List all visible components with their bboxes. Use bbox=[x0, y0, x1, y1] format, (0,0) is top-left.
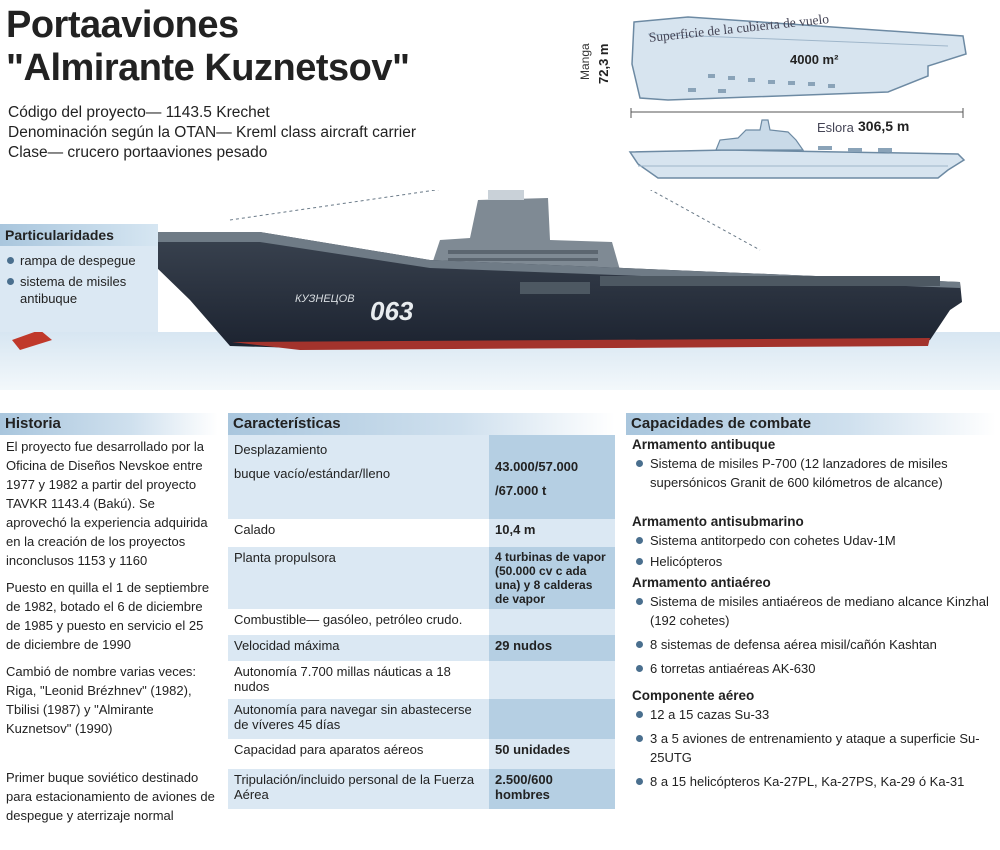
historia-paragraph: Puesto en quilla el 1 de septiembre de 1982, botado el 6 de diciembre de 1985 y puesto en servicio el 25 de diciembre de 1990 bbox=[6, 580, 210, 652]
list-item: 8 a 15 helicópteros Ka-27PL, Ka-27PS, Ka-29 ó Ka-31 bbox=[632, 772, 992, 791]
row-label: Combustible— gasóleo, petróleo crudo. bbox=[228, 609, 489, 635]
group-title: Componente aéreo bbox=[632, 688, 755, 703]
row-value: 10,4 m bbox=[489, 519, 615, 547]
list-item: 8 sistemas de defensa aérea misil/cañón Kashtan bbox=[632, 635, 992, 654]
table-row bbox=[228, 609, 615, 635]
row-value: 2.500/600 hombres bbox=[489, 769, 615, 809]
capacidades-header: Capacidades de combate bbox=[626, 413, 996, 435]
table-row bbox=[228, 547, 615, 609]
row-value: 43.000/57.000 /67.000 t bbox=[489, 435, 615, 519]
combat-capabilities bbox=[632, 437, 992, 793]
list-item: 3 a 5 aviones de entrenamiento y ataque a superficie Su-25UTG bbox=[632, 729, 992, 767]
row-label: Autonomía para navegar sin abastecerse de víveres 45 días bbox=[228, 699, 489, 739]
group-title: Armamento antibuque bbox=[632, 437, 776, 452]
table-row bbox=[228, 661, 615, 699]
row-label: Capacidad para aparatos aéreos bbox=[228, 739, 489, 769]
list-item: sistema de misiles antibuque bbox=[2, 273, 152, 307]
historia-header: Historia bbox=[0, 413, 218, 435]
project-specs bbox=[8, 103, 428, 163]
row-value: 4 turbinas de vapor (50.000 cv c ada una) y 8 calderas de vapor bbox=[489, 547, 615, 609]
beam-label: Manga bbox=[578, 43, 592, 80]
row-value bbox=[489, 661, 615, 699]
length-value: 306,5 m bbox=[858, 118, 910, 134]
deck-surface-value: 4000 m² bbox=[790, 52, 839, 67]
side-profile-diagram bbox=[628, 108, 968, 186]
table-row bbox=[228, 635, 615, 661]
row-label: Autonomía 7.700 millas náuticas a 18 nudos bbox=[228, 661, 489, 699]
table-row bbox=[228, 519, 615, 547]
historia-text bbox=[6, 437, 218, 833]
list-item: Sistema de misiles antiaéreos de mediano alcance Kinzhal (192 cohetes) bbox=[632, 592, 992, 630]
historia-paragraph: El proyecto fue desarrollado por la Oficina de Diseños Nevskoe entre 1977 y 1982 a partir del proyecto TAVKR 1143.4 (Bakú). Se aprovechó la experiencia adquirida en la creación de los proyectos inconclusos 1153 y 1160 bbox=[6, 439, 208, 568]
row-label: Desplazamiento buque vacío/estándar/lleno bbox=[228, 435, 489, 519]
row-value: 29 nudos bbox=[489, 635, 615, 661]
beam-dimension bbox=[578, 18, 618, 98]
list-item: 6 torretas antiaéreas AK-630 bbox=[632, 659, 992, 678]
title-line-1: Portaaviones bbox=[6, 4, 239, 46]
row-value bbox=[489, 699, 615, 739]
particularidades-header: Particularidades bbox=[0, 224, 158, 246]
ship-name-lettering: КУЗНЕЦОВ bbox=[295, 293, 355, 305]
deck-surface-label: Superficie de la cubierta de vuelo bbox=[648, 11, 830, 45]
group-title: Armamento antisubmarino bbox=[632, 514, 804, 529]
table-row bbox=[228, 435, 615, 519]
historia-paragraph: Cambió de nombre varias veces: Riga, "Leonid Brézhnev" (1982), Tbilisi (1987) y "Almirante Kuznetsov" (1990) bbox=[6, 664, 197, 736]
hull-number: 063 bbox=[370, 296, 414, 326]
title-line-2: "Almirante Kuznetsov" bbox=[6, 47, 410, 89]
particularidades-list bbox=[2, 252, 152, 311]
characteristics-table bbox=[228, 435, 615, 809]
row-label: Planta propulsora bbox=[228, 547, 489, 609]
list-item: Sistema antitorpedo con cohetes Udav-1M bbox=[632, 531, 992, 550]
caracteristicas-header: Características bbox=[228, 413, 615, 435]
group-title: Armamento antiaéreo bbox=[632, 575, 771, 590]
beam-value: 72,3 m bbox=[596, 43, 611, 84]
page-title bbox=[6, 4, 410, 90]
table-row bbox=[228, 739, 615, 769]
spec-class: Clase— crucero portaaviones pesado bbox=[8, 144, 268, 161]
spec-nato: Denominación según la OTAN— Kreml class aircraft carrier bbox=[8, 124, 417, 141]
list-item: Sistema de misiles P-700 (12 lanzadores de misiles supersónicos Granit de 600 kilómetros de alcance) bbox=[632, 454, 992, 492]
length-label: Eslora bbox=[817, 120, 854, 135]
list-item: rampa de despegue bbox=[2, 252, 152, 269]
row-label: Tripulación/incluido personal de la Fuerza Aérea bbox=[228, 769, 489, 809]
list-item: 12 a 15 cazas Su-33 bbox=[632, 705, 992, 724]
signal-flags-fore bbox=[230, 190, 470, 220]
table-row bbox=[228, 769, 615, 809]
row-value: 50 unidades bbox=[489, 739, 615, 769]
historia-paragraph: Primer buque soviético destinado para estacionamiento de aviones de despegue y aterrizaje normal bbox=[6, 770, 215, 823]
table-row bbox=[228, 699, 615, 739]
spec-code: Código del proyecto— 1143.5 Krechet bbox=[8, 104, 270, 121]
list-item: Helicópteros bbox=[632, 552, 992, 571]
row-value bbox=[489, 609, 615, 635]
row-label: Velocidad máxima bbox=[228, 635, 489, 661]
row-label: Calado bbox=[228, 519, 489, 547]
